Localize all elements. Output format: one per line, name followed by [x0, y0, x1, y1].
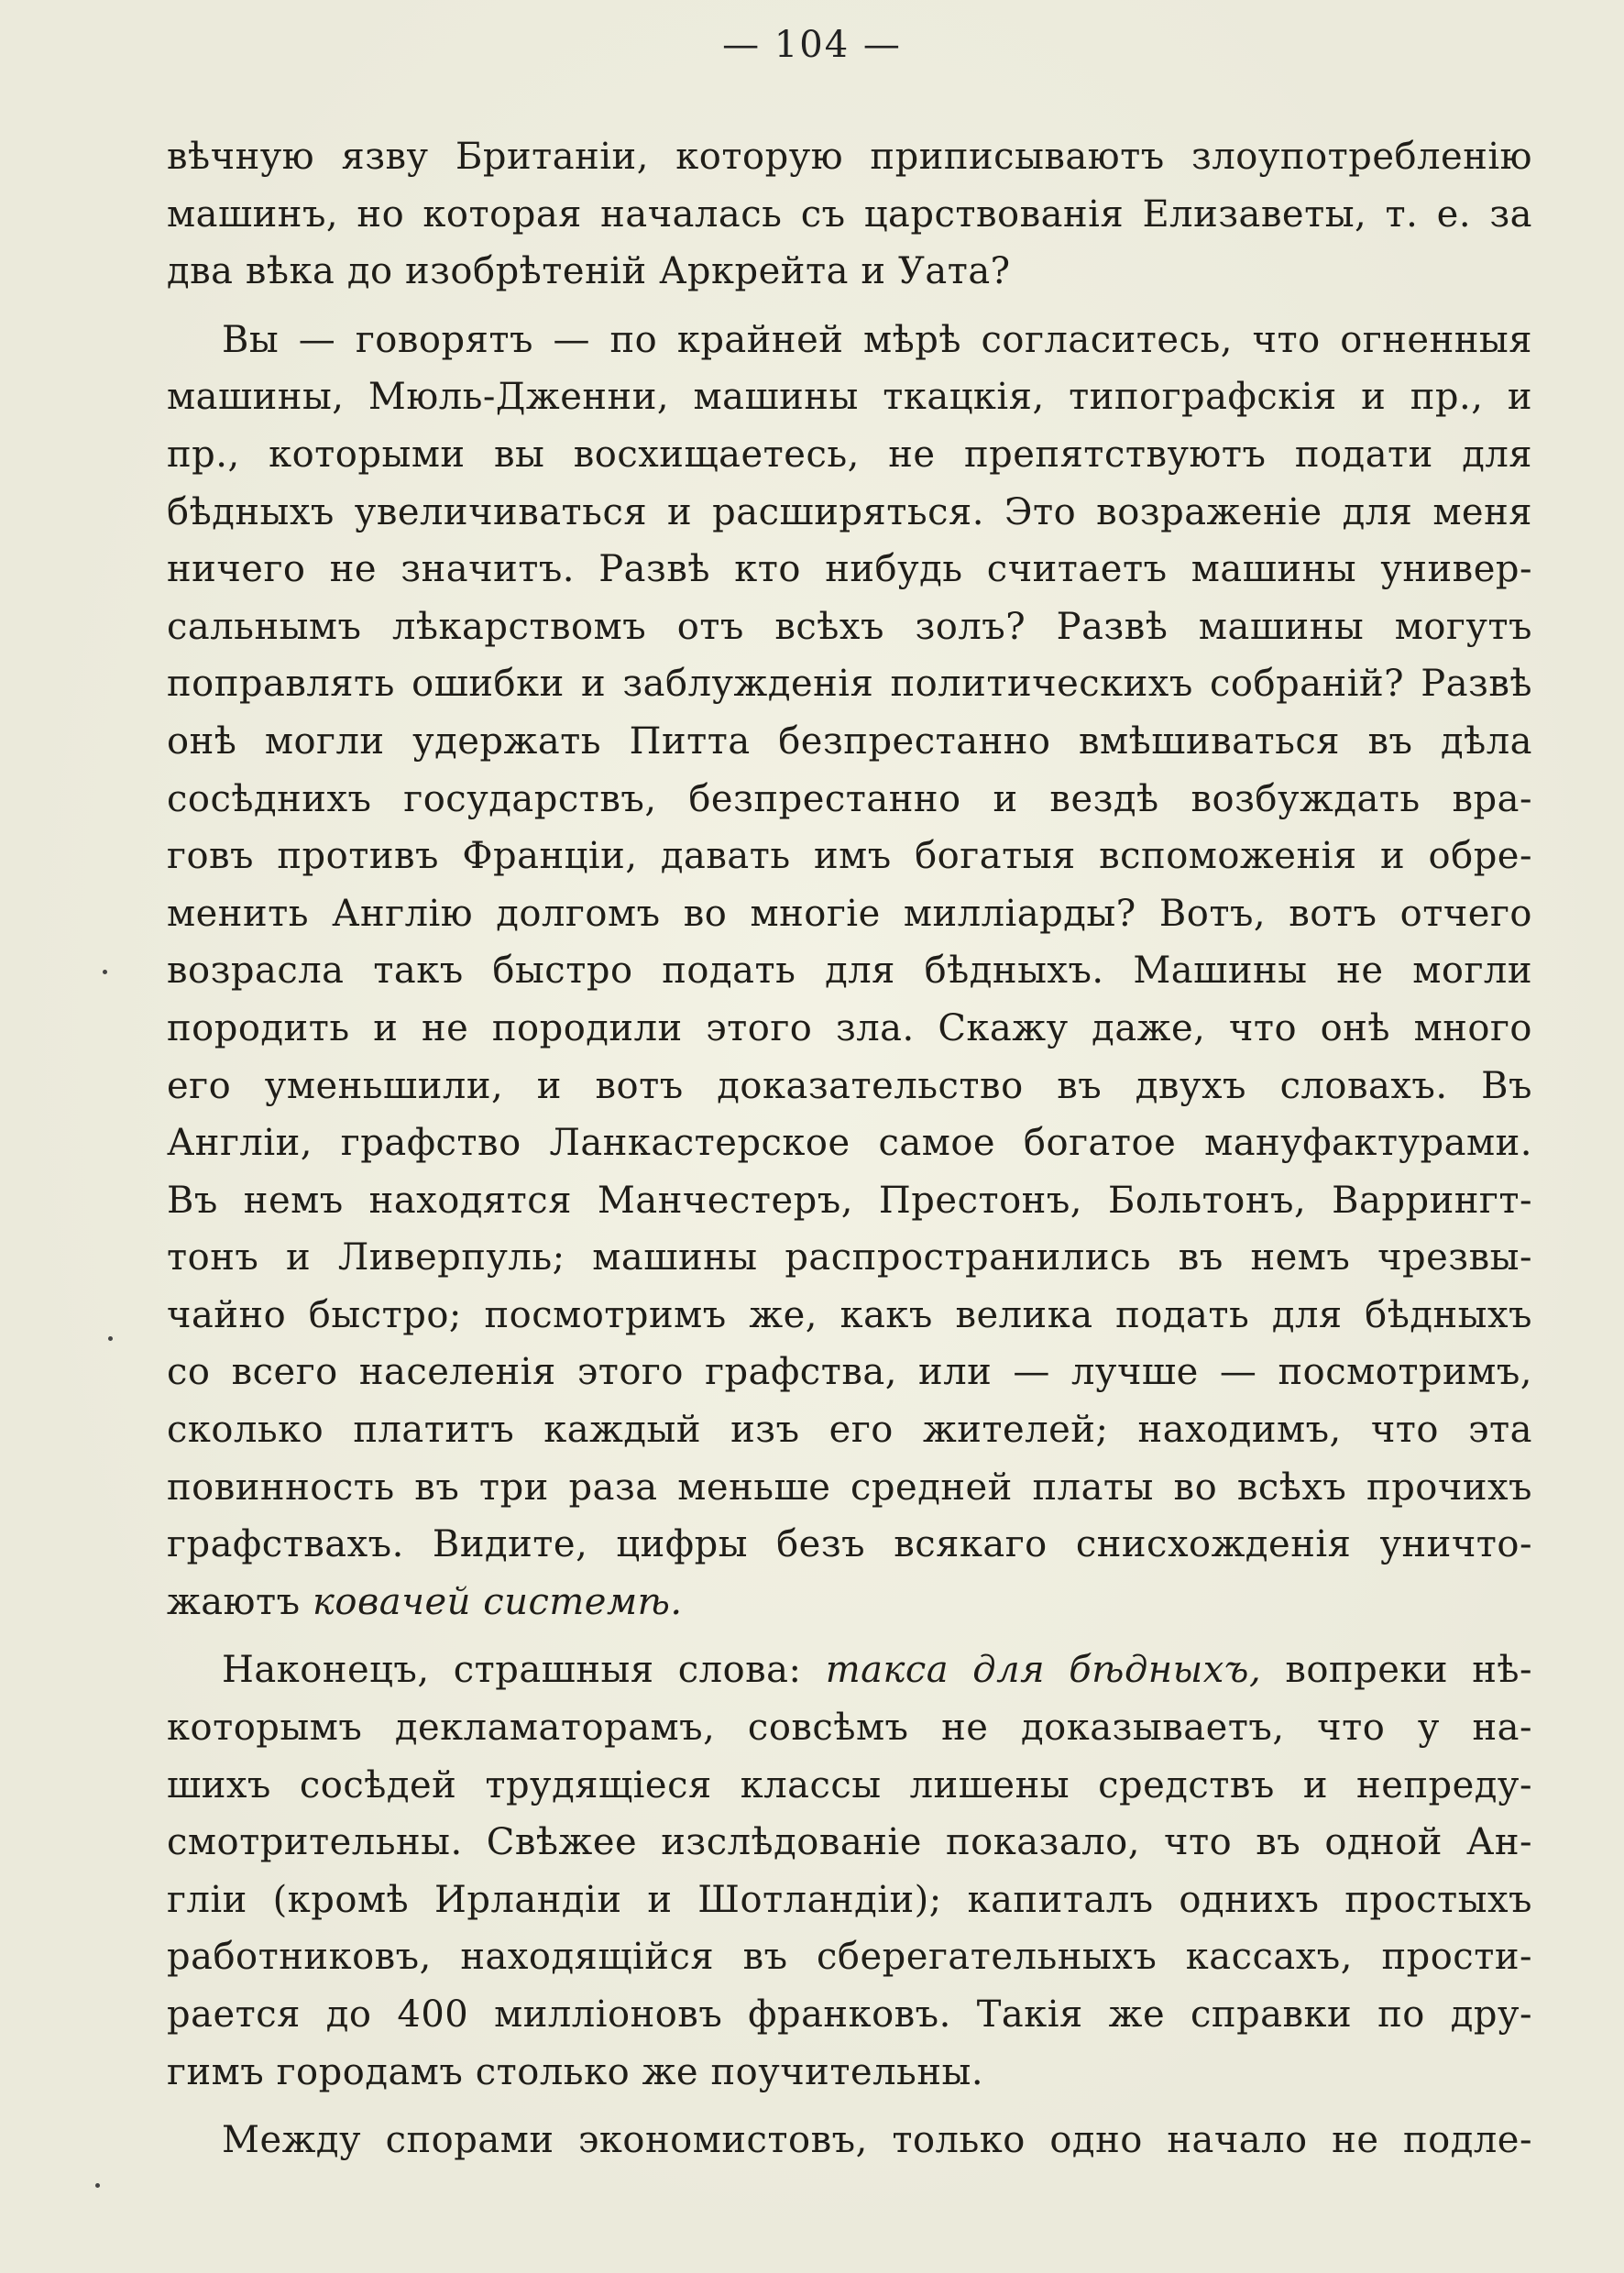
body-text [167, 128, 1532, 2169]
text-line [167, 1459, 1532, 1517]
text-line [167, 1986, 1532, 2044]
text-line [167, 1229, 1532, 1287]
text-line [167, 1516, 1532, 1574]
line-text: возрасла такъ быстро подать для бѣдныхъ. Машины не могли [167, 950, 1532, 993]
line-text: жаютъ [167, 1580, 301, 1623]
text-line [167, 655, 1532, 713]
line-text: чайно быстро; посмотримъ же, какъ велика подать для бѣдныхъ [167, 1293, 1532, 1336]
line-text: его уменьшили, и вотъ доказательство въ двухъ словахъ. Въ [167, 1064, 1532, 1107]
text-line [167, 713, 1532, 771]
text-line [167, 186, 1532, 244]
line-text: гліи (кромѣ Ирландіи и Шотландіи); капиталъ однихъ простыхъ [167, 1878, 1532, 1921]
line-text: бѣдныхъ увеличиваться и расширяться. Это возраженіе для меня [167, 490, 1532, 533]
text-line [167, 1642, 1532, 1699]
text-line [167, 1699, 1532, 1757]
text-line [167, 312, 1532, 369]
line-text: сосѣднихъ государствъ, безпрестанно и вездѣ возбуждать вра- [167, 777, 1532, 820]
text-line [167, 368, 1532, 426]
line-text: Въ немъ находятся Манчестеръ, Престонъ, Больтонъ, Варрингт- [167, 1179, 1532, 1222]
line-text: сальнымъ лѣкарствомъ отъ всѣхъ золъ? Развѣ машины могутъ [167, 605, 1532, 648]
text-line [167, 484, 1532, 542]
text-line [167, 1814, 1532, 1872]
text-line [167, 1757, 1532, 1815]
text-line [167, 885, 1532, 943]
line-text: шихъ сосѣдей трудящіеся классы лишены средствъ и непреду- [167, 1763, 1532, 1806]
text-line [167, 128, 1532, 186]
text-line [167, 1172, 1532, 1230]
text-line [167, 1344, 1532, 1401]
text-line [167, 1872, 1532, 1929]
text-line [167, 426, 1532, 484]
text-line [167, 1574, 1532, 1631]
line-text: поправлять ошибки и заблужденія политическихъ собраній? Развѣ [167, 663, 1532, 706]
line-text: Англіи, графство Ланкастерское самое богатое мануфактурами. [167, 1122, 1532, 1165]
text-line [167, 1287, 1532, 1345]
line-text: Наконецъ, страшныя слова: [222, 1649, 802, 1692]
text-line [167, 1401, 1532, 1459]
text-line [167, 541, 1532, 598]
line-text: говъ противъ Франціи, давать имъ богатыя вспоможенія и обре- [167, 835, 1532, 878]
line-text: ничего не значитъ. Развѣ кто нибудь считаетъ машины универ- [167, 548, 1532, 591]
text-line [167, 2044, 1532, 2102]
text-line [167, 942, 1532, 1000]
text-line [167, 828, 1532, 885]
line-text: графствахъ. Видите, цифры безъ всякаго снисхожденія уничто- [167, 1523, 1532, 1566]
text-line [167, 243, 1532, 301]
line-text: менить Англію долгомъ во многіе милліарды? Вотъ, вотъ отчего [167, 892, 1532, 935]
line-text: Вы — говорятъ — по крайней мѣрѣ согласитесь, что огненныя [222, 318, 1532, 361]
line-text: гимъ городамъ столько же поучительны. [167, 2050, 984, 2093]
text-line [167, 1928, 1532, 1986]
italic-phrase: ковачей системѣ. [312, 1580, 683, 1623]
line-text: тонъ и Ливерпуль; машины распространились въ немъ чрезвы- [167, 1236, 1532, 1279]
line-text: работниковъ, находящійся въ сберегательныхъ кассахъ, прости- [167, 1936, 1532, 1979]
text-line [167, 1058, 1532, 1115]
ink-speck [95, 2183, 100, 2188]
text-line [167, 598, 1532, 656]
line-text: смотрительны. Свѣжее изслѣдованіе показало, что въ одной Ан- [167, 1821, 1532, 1864]
line-text: онѣ могли удержать Питта безпрестанно вмѣшиваться въ дѣла [167, 719, 1532, 763]
line-text: породить и не породили этого зла. Скажу даже, что онѣ много [167, 1006, 1532, 1049]
text-line [167, 1115, 1532, 1172]
line-text: Между спорами экономистовъ, только одно начало не подле- [222, 2119, 1532, 2162]
line-text: которымъ декламаторамъ, совсѣмъ не доказываетъ, что у на- [167, 1707, 1532, 1750]
text-line [167, 2112, 1532, 2169]
line-text: машинъ, но которая началась съ царствованія Елизаветы, т. е. за [167, 192, 1532, 236]
line-text: со всего населенія этого графства, или — лучше — посмотримъ, [167, 1351, 1532, 1394]
line-text: повинность въ три раза меньше средней платы во всѣхъ прочихъ [167, 1466, 1532, 1509]
line-text: два вѣка до изобрѣтеній Аркрейта и Уата? [167, 250, 1011, 293]
line-text: рается до 400 милліоновъ франковъ. Такія же справки по дру- [167, 1993, 1532, 2036]
page-number: — 104 — [722, 24, 902, 66]
line-text-after: вопреки нѣ- [1285, 1649, 1532, 1692]
ink-speck [103, 970, 107, 974]
line-text: пр., которыми вы восхищаетесь, не препятствуютъ подати для [167, 433, 1532, 476]
text-line [167, 771, 1532, 829]
ink-speck [108, 1336, 113, 1341]
line-text: сколько платитъ каждый изъ его жителей; находимъ, что эта [167, 1409, 1532, 1452]
line-text: машины, Мюль-Дженни, машины ткацкія, типографскія и пр., и [167, 376, 1532, 419]
text-line [167, 1000, 1532, 1058]
italic-phrase: такса для бѣдныхъ, [825, 1649, 1262, 1692]
line-text: вѣчную язву Британіи, которую приписываютъ злоупотребленію [167, 136, 1532, 178]
